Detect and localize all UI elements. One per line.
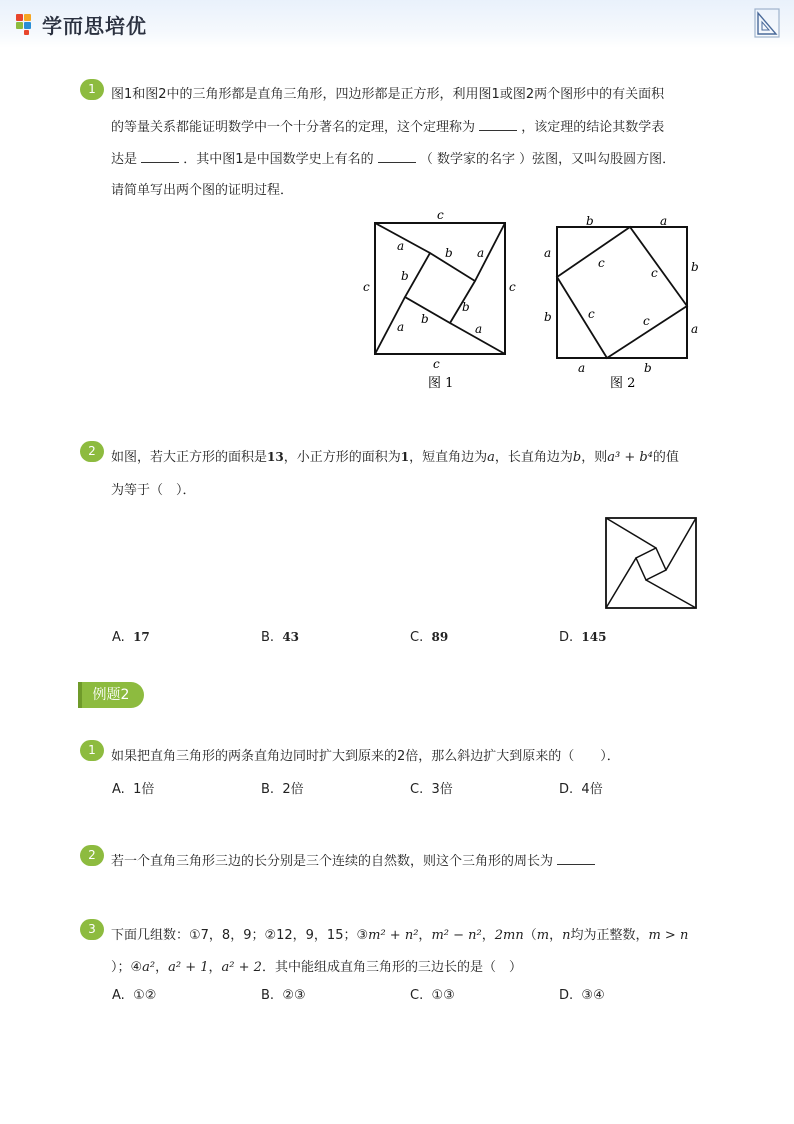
question-number-badge: 1	[80, 79, 104, 100]
answer-blank[interactable]	[378, 150, 416, 163]
question-number-badge: 3	[80, 919, 104, 940]
q1-line-1: 图1和图2中的三角形都是直角三角形，四边形都是正方形，利用图1或图2两个图形中的有关面积	[111, 87, 665, 102]
brand-logo	[16, 10, 147, 38]
logo-icon	[16, 12, 38, 36]
q1-line-4: 请简单写出两个图的证明过程．	[111, 183, 294, 198]
answer-blank[interactable]	[557, 852, 595, 865]
option-b[interactable]: B. 43	[261, 630, 300, 645]
label-b: b	[421, 312, 429, 326]
label-a: a	[660, 214, 668, 228]
label-a: a	[578, 361, 586, 375]
brand-name: 学而思培优	[42, 13, 147, 38]
answer-blank[interactable]	[141, 150, 179, 163]
option-d[interactable]: D. ③④	[559, 988, 605, 1003]
option-d[interactable]: D. 4倍	[559, 782, 603, 797]
label-b: b	[586, 214, 594, 228]
q1-line-3: 达是 ．其中图1是中国数学史上有名的 （ 数学家的名字 ）弦图，又叫勾股圆方图．	[111, 152, 676, 167]
label-a: a	[475, 322, 483, 336]
label-a: a	[544, 246, 552, 260]
option-a[interactable]: A. 1倍	[112, 782, 155, 797]
option-b[interactable]: B. ②③	[261, 988, 306, 1003]
example-section-tag: 例题2	[78, 682, 144, 708]
label-b: b	[691, 260, 699, 274]
label-a: a	[397, 320, 405, 334]
e1-question-text: 如果把直角三角形的两条直角边同时扩大到原来的2倍，那么斜边扩大到原来的（ ）．	[111, 749, 620, 764]
option-d[interactable]: D. 145	[559, 630, 607, 645]
e2-question-text: 若一个直角三角形三边的长分别是三个连续的自然数，则这个三角形的周长为	[111, 850, 595, 869]
option-c[interactable]: C. 3倍	[410, 782, 453, 797]
label-c: c	[598, 256, 605, 270]
label-c: c	[651, 266, 658, 280]
q1-line-2: 的等量关系都能证明数学中一个十分著名的定理，这个定理称为 ，该定理的结论其数学表	[111, 120, 665, 135]
figure-2-square-diagram	[538, 205, 708, 395]
label-b: b	[462, 300, 470, 314]
question-number-badge: 2	[80, 845, 104, 866]
label-a: a	[397, 239, 405, 253]
option-c[interactable]: C. ①③	[410, 988, 455, 1003]
label-c: c	[588, 307, 595, 321]
label-c: c	[437, 208, 444, 222]
label-b: b	[644, 361, 652, 375]
label-b: b	[445, 246, 453, 260]
option-b[interactable]: B. 2倍	[261, 782, 304, 797]
option-c[interactable]: C. 89	[410, 630, 449, 645]
q2-line-2: 为等于（ ）．	[111, 483, 196, 498]
label-c: c	[643, 314, 650, 328]
option-a[interactable]: A. 17	[112, 630, 150, 645]
q2-pinwheel-diagram	[600, 512, 702, 614]
label-c: c	[509, 280, 516, 294]
label-a: a	[691, 322, 699, 336]
ruler-triangle-icon	[754, 8, 780, 38]
answer-blank[interactable]	[479, 118, 517, 131]
e3-line-1: 下面几组数：①7，8，9；②12，9，15；③m² + n²，m² − n²，2mn（m，n均为正整数，m > n	[111, 928, 689, 943]
figure-1-zhao-shuang-diagram	[355, 205, 525, 395]
label-a: a	[477, 246, 485, 260]
question-number-badge: 1	[80, 740, 104, 761]
label-c: c	[363, 280, 370, 294]
option-a[interactable]: A. ①②	[112, 988, 157, 1003]
label-b: b	[544, 310, 552, 324]
e3-line-2: ）；④a²，a² + 1，a² + 2．其中能组成直角三角形的三边长的是（ ）	[111, 960, 522, 975]
label-b: b	[401, 269, 409, 283]
label-c: c	[433, 357, 440, 371]
figure-1-caption: 图 1	[428, 376, 454, 391]
figure-2-caption: 图 2	[610, 376, 636, 391]
q2-line-1: 如图，若大正方形的面积是13，小正方形的面积为1，短直角边为a，长直角边为b，则a³ + b⁴的值	[111, 450, 679, 465]
question-number-badge: 2	[80, 441, 104, 462]
